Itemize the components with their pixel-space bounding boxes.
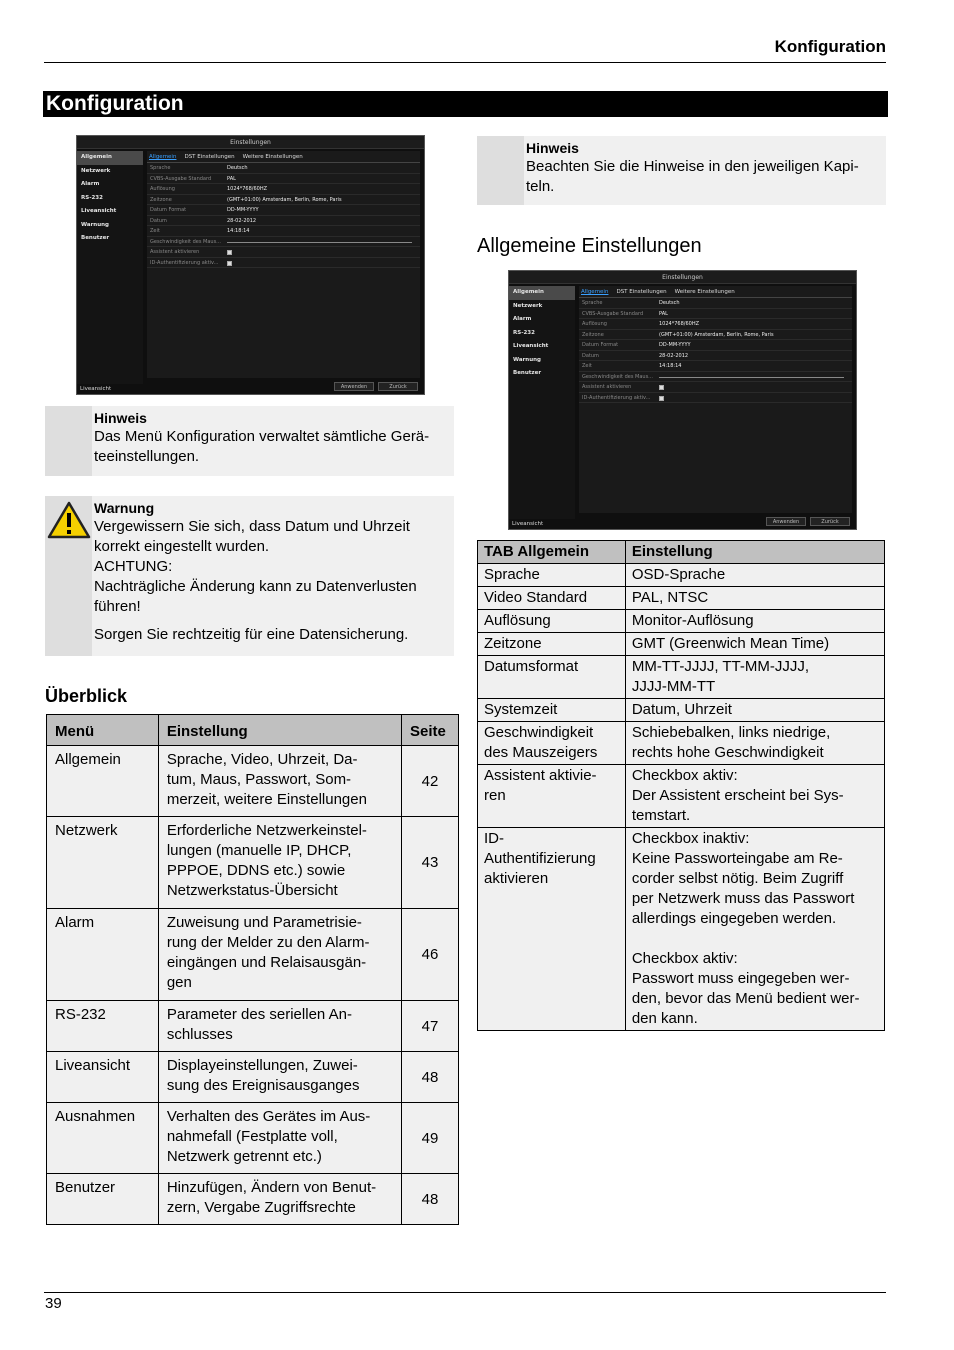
dvr-setting-label: Zeitzone [582,331,604,338]
dvr-setting-checkbox [659,382,852,392]
table-row [478,633,885,656]
cell-setting: Parameter des seriellen An- schlusses [158,1001,401,1052]
dvr-setting-label: ID-Authentifizierung aktiv... [582,394,651,401]
dvr-setting-row [147,195,420,206]
dvr-back-button: Zurück [378,382,418,391]
dvr-setting-value: DD-MM-YYYY [659,342,691,348]
hint-text: Das Menü Konfiguration verwaltet sämtliche Gerä- teeinstellungen. [94,428,430,465]
cell-page: 48 [402,1174,459,1225]
table-row [47,746,459,817]
dvr-mouse-speed-slider [659,372,852,382]
dvr-setting-row [579,340,852,351]
col-header-tab: TAB Allgemein [478,541,626,564]
dvr-setting-checkbox [227,258,420,268]
dvr-setting-checkbox [227,247,420,257]
cell-page: 48 [402,1052,459,1103]
dvr-sidebar-item: Allgemein [509,286,575,300]
dvr-sidebar-item: Benutzer [81,235,110,241]
dvr-sidebar-item: RS-232 [513,329,535,336]
tab-general-table [477,540,885,1031]
dvr-setting-value: PAL [659,310,668,317]
dvr-setting-value: 14:18:14 [659,363,682,369]
dvr-sidebar-item: Alarm [81,181,100,187]
dvr-sidebar-item: Benutzer [513,370,542,376]
dvr-setting-label: Zeit [582,363,592,369]
cell-setting: Hinzufügen, Ändern von Benut- zern, Vergabe Zugriffsrechte [158,1174,401,1225]
cell-menu: Netzwerk [47,817,159,909]
dvr-tab: DST Einstellungen [184,154,235,160]
cell-setting: Datum, Uhrzeit [625,699,884,722]
hint-icon-area [477,136,524,205]
cell-setting: Checkbox aktiv: Der Assistent erscheint bei Sys- temstart. [625,765,884,828]
cell-setting: Erforderliche Netzwerkeinstel- lungen (manuelle IP, DHCP, PPPOE, DDNS etc.) sowie Netzwerkstatus-Übersicht [158,817,401,909]
cell-page: 47 [402,1001,459,1052]
dvr-apply-button: Anwenden [766,517,806,526]
table-row [478,828,885,1031]
dvr-setting-value: 1024*768/60HZ [659,321,699,327]
dvr-settings-screenshot-general [508,270,857,530]
dvr-setting-row [579,382,852,393]
dvr-tabs [147,151,420,163]
hint-heading: Hinweis [94,410,147,426]
dvr-setting-row [579,393,852,404]
cell-tab: Zeitzone [478,633,626,656]
checkbox-icon [659,385,664,390]
cell-tab: ID- Authentifizierung aktivieren [478,828,626,1031]
dvr-setting-label: Auflösung [582,321,607,327]
dvr-setting-row [147,247,420,258]
dvr-settings-screenshot [76,135,425,395]
warning-icon [47,500,91,540]
dvr-setting-label: Geschwindigkeit des Maus... [582,373,653,380]
dvr-setting-value: (GMT+01:00) Amsterdam, Berlin, Rome, Paris [659,331,774,338]
cell-setting: MM-TT-JJJJ, TT-MM-JJJJ, JJJJ-MM-TT [625,656,884,699]
warning-icon-area [45,496,92,656]
cell-menu: Benutzer [47,1174,159,1225]
hint-box-left [45,406,454,476]
hint-icon-area [45,406,92,476]
cell-setting: Displayeinstellungen, Zuwei- sung des Ereignisausganges [158,1052,401,1103]
general-settings-heading: Allgemeine Einstellungen [477,235,702,257]
cell-setting: Monitor-Auflösung [625,610,884,633]
dvr-window-title: Einstellungen [509,271,856,284]
dvr-setting-row [147,163,420,174]
page-number: 39 [45,1295,62,1312]
cell-tab: Datumsformat [478,656,626,699]
warning-heading: Warnung [94,500,155,516]
cell-tab: Systemzeit [478,699,626,722]
table-row [47,1001,459,1052]
checkbox-icon [227,261,232,266]
dvr-main-panel [147,151,420,378]
table-row [47,1103,459,1174]
dvr-setting-label: Zeit [150,228,160,234]
dvr-back-button: Zurück [810,517,850,526]
cell-page: 42 [402,746,459,817]
table-header-row [47,715,459,746]
dvr-mouse-speed-slider [227,237,420,247]
dvr-tab: Allgemein [149,154,177,160]
hint-box-right [477,136,886,205]
table-row [478,765,885,828]
dvr-sidebar-item: Liveansicht [513,343,549,349]
cell-tab: Assistent aktivie- ren [478,765,626,828]
col-header-setting: Einstellung [625,541,884,564]
dvr-tab: Weitere Einstellungen [674,289,735,295]
col-header-menu: Menü [47,715,159,746]
dvr-tab: Weitere Einstellungen [242,154,303,160]
cell-setting: OSD-Sprache [625,564,884,587]
dvr-setting-label: CVBS-Ausgabe Standard [582,310,644,317]
dvr-sidebar [77,151,143,384]
cell-page: 49 [402,1103,459,1174]
cell-tab: Video Standard [478,587,626,610]
table-row [47,909,459,1001]
cell-tab: Auflösung [478,610,626,633]
col-header-setting: Einstellung [158,715,401,746]
dvr-footer-liveview: Liveansicht [80,386,112,392]
dvr-setting-value: 28-02-2012 [659,352,689,359]
dvr-sidebar-item: Warnung [513,356,541,363]
checkbox-icon [227,250,232,255]
dvr-setting-label: Datum [582,352,599,359]
table-row [478,610,885,633]
cell-page: 46 [402,909,459,1001]
checkbox-icon [659,396,664,401]
dvr-setting-row [147,205,420,216]
dvr-setting-label: ID-Authentifizierung aktiv... [150,259,219,266]
dvr-sidebar-item: RS-232 [81,194,103,201]
cell-setting: Schiebebalken, links niedrige, rechts hohe Geschwindigkeit [625,722,884,765]
dvr-setting-row [579,372,852,383]
dvr-setting-value: PAL [227,175,236,182]
dvr-main-panel [579,286,852,513]
dvr-sidebar-item: Liveansicht [81,208,117,214]
cell-menu: Ausnahmen [47,1103,159,1174]
col-header-page: Seite [402,715,459,746]
cell-setting: Sprache, Video, Uhrzeit, Da- tum, Maus, Passwort, Som- merzeit, weitere Einstellungen [158,746,401,817]
dvr-setting-row [579,361,852,372]
warning-text-backup: Sorgen Sie rechtzeitig für eine Datensicherung. [94,626,409,643]
dvr-tab: Allgemein [581,289,609,295]
cell-menu: RS-232 [47,1001,159,1052]
hint-heading: Hinweis [526,140,579,156]
dvr-setting-row [579,330,852,341]
overview-heading: Überblick [45,686,128,706]
dvr-sidebar-item: Netzwerk [513,302,543,309]
table-row [47,1174,459,1225]
table-header-row [478,541,885,564]
dvr-setting-row [147,237,420,248]
dvr-window-title: Einstellungen [77,136,424,149]
warning-text: Vergewissern Sie sich, dass Datum und Uhrzeit korrekt eingestellt wurden. ACHTUNG: Nachträgliche Änderung kann zu Datenverlusten führen! [94,518,417,615]
dvr-setting-row [579,319,852,330]
dvr-setting-row [579,309,852,320]
cell-page: 43 [402,817,459,909]
table-row [478,656,885,699]
cell-setting: Zuweisung und Parametrisie- rung der Melder zu den Alarm- eingängen und Relaisausgän- gen [158,909,401,1001]
cell-setting: Checkbox inaktiv: Keine Passworteingabe am Re- corder selbst nötig. Beim Zugriff per Netzwerk muss das Passwort allerdings eingegeben werden. Checkbox aktiv: Passwort muss eingegeben wer- den, bevor das Menü bedient wer- den kann. [625,828,884,1031]
dvr-setting-label: Geschwindigkeit des Maus... [150,238,221,245]
dvr-setting-row [579,298,852,309]
dvr-setting-label: Sprache [150,165,171,171]
dvr-setting-value: 28-02-2012 [227,217,257,224]
overview-table [46,714,459,1225]
dvr-setting-value: 14:18:14 [227,228,250,234]
dvr-setting-label: Datum [150,217,167,224]
dvr-sidebar [509,286,575,519]
section-title: Konfiguration [43,91,888,117]
warning-box [45,496,454,656]
cell-setting: Verhalten des Gerätes im Aus- nahmefall (Festplatte voll, Netzwerk getrennt etc.) [158,1103,401,1174]
cell-menu: Allgemein [47,746,159,817]
dvr-setting-label: Datum Format [582,342,619,348]
dvr-setting-row [147,226,420,237]
dvr-setting-value: Deutsch [659,300,680,306]
table-row [478,587,885,610]
dvr-setting-value: (GMT+01:00) Amsterdam, Berlin, Rome, Paris [227,196,342,203]
table-row [47,817,459,909]
dvr-tabs [579,286,852,298]
dvr-setting-label: Assistent aktivieren [582,384,632,390]
running-header-title: Konfiguration [774,37,886,56]
cell-tab: Sprache [478,564,626,587]
dvr-setting-label: Auflösung [150,186,175,192]
dvr-setting-row [579,351,852,362]
table-row [478,564,885,587]
cell-setting: PAL, NTSC [625,587,884,610]
dvr-setting-row [147,174,420,185]
dvr-setting-label: CVBS-Ausgabe Standard [150,175,212,182]
dvr-sidebar-item: Allgemein [77,151,143,165]
dvr-setting-value: Deutsch [227,165,248,171]
cell-tab: Geschwindigkeit des Mauszeigers [478,722,626,765]
dvr-setting-label: Sprache [582,300,603,306]
cell-menu: Liveansicht [47,1052,159,1103]
dvr-tab: DST Einstellungen [616,289,667,295]
table-row [478,722,885,765]
dvr-setting-row [147,184,420,195]
table-row [47,1052,459,1103]
dvr-setting-checkbox [659,393,852,403]
dvr-setting-label: Datum Format [150,207,187,213]
table-row [478,699,885,722]
dvr-setting-value: 1024*768/60HZ [227,186,267,192]
dvr-setting-label: Assistent aktivieren [150,249,200,255]
cell-menu: Alarm [47,909,159,1001]
dvr-setting-value: DD-MM-YYYY [227,207,259,213]
dvr-sidebar-item: Netzwerk [81,167,111,174]
dvr-sidebar-item: Warnung [81,221,109,228]
dvr-sidebar-item: Alarm [513,316,532,322]
cell-setting: GMT (Greenwich Mean Time) [625,633,884,656]
dvr-setting-label: Zeitzone [150,196,172,203]
header-rule [44,62,886,63]
dvr-footer-liveview: Liveansicht [512,521,544,527]
dvr-setting-row [147,216,420,227]
dvr-setting-row [147,258,420,269]
footer-rule [44,1292,886,1293]
hint-text: Beachten Sie die Hinweise in den jeweiligen Kapi- teln. [526,158,859,195]
dvr-apply-button: Anwenden [334,382,374,391]
